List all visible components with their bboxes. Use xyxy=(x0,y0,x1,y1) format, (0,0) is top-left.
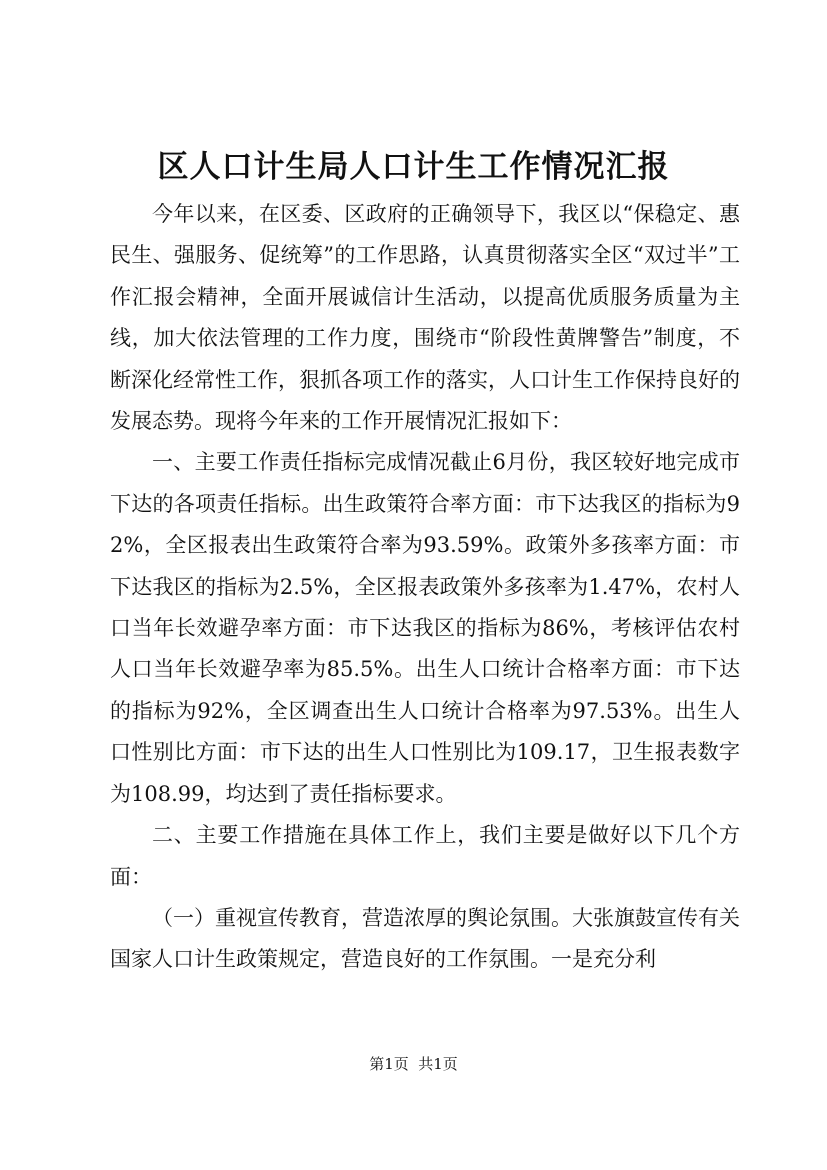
page-footer xyxy=(0,1054,827,1074)
document-body xyxy=(110,194,740,981)
paragraph-section-2: 二、主要工作措施在具体工作上，我们主要是做好以下几个方面： xyxy=(110,823,740,889)
document-title: 区人口计生局人口计生工作情况汇报 xyxy=(157,149,670,185)
paragraph-subsection-1: （一）重视宣传教育，营造浓厚的舆论氛围。大张旗鼓宣传有关国家人口计生政策规定，营造良好的工作氛围。一是充分利 xyxy=(110,905,740,972)
paragraph-intro: 今年以来，在区委、区政府的正确领导下，我区以“保稳定、惠民生、强服务、促统筹”的工作思路，认真贯彻落实全区“双过半”工作汇报会精神，全面开展诚信计生活动，以提高优质服务质量为主线，加大依法管理的工作力度，围绕市“阶段性黄牌警告”制度，不断深化经常性工作，狠抓各项工作的落实，人口计生工作保持良好的发展态势。现将今年来的工作开展情况汇报如下： xyxy=(110,202,740,434)
paragraph-section-1: 一、主要工作责任指标完成情况截止6月份，我区较好地完成市下达的各项责任指标。出生政策符合率方面：市下达我区的指标为92%，全区报表出生政策符合率为93.59%。政策外多孩率方面：市下达我区的指标为2.5%，全区报表政策外多孩率为1.47%，农村人口当年长效避孕率方面：市下达我区的指标为86%，考核评估农村人口当年长效避孕率为85.5%。出生人口统计合格率方面：市下达的指标为92%，全区调查出生人口统计合格率为97.53%。出生人口性别比方面：市下达的出生人口性别比为109.17，卫生报表数字为108.99，均达到了责任指标要求。 xyxy=(110,450,740,806)
page-number: 第1页 共1页 xyxy=(369,1055,458,1073)
